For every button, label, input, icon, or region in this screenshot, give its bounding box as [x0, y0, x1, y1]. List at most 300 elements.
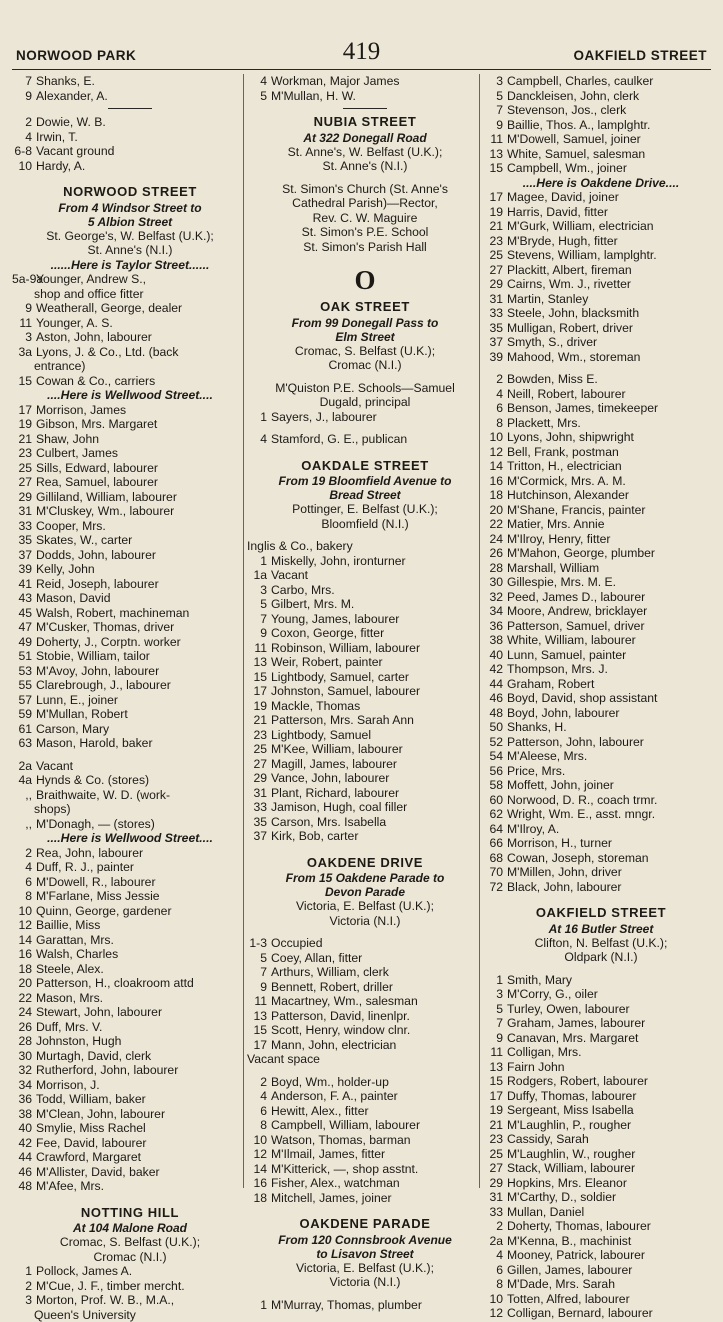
resident-text: Walsh, Charles — [36, 947, 118, 961]
spacer — [247, 928, 483, 936]
resident-text: Plackett, Mrs. — [507, 416, 581, 430]
house-number: 46 — [483, 691, 503, 706]
house-number: 3 — [12, 330, 32, 345]
resident-text: Hynds & Co. (stores) — [36, 773, 149, 787]
house-number: 8 — [483, 416, 503, 431]
directory-entry — [483, 1118, 719, 1133]
directory-entry — [12, 548, 248, 563]
resident-text: Hewitt, Alex., fitter — [271, 1104, 369, 1118]
house-number: 11 — [247, 641, 267, 656]
resident-text: White, Samuel, salesman — [507, 147, 645, 161]
section-rule — [343, 108, 387, 109]
directory-entry — [12, 1121, 248, 1136]
house-number: 8 — [483, 1277, 503, 1292]
directory-entry — [12, 89, 248, 104]
resident-text: Cowan, Joseph, storeman — [507, 851, 649, 865]
resident-text: M'Cormick, Mrs. A. M. — [507, 474, 626, 488]
house-number: 17 — [12, 403, 32, 418]
directory-entry — [483, 677, 719, 692]
street-location: From 19 Bloomfield Avenue to — [247, 474, 483, 488]
resident-text: Colligan, Bernard, labourer — [507, 1306, 653, 1320]
directory-entry — [247, 713, 483, 728]
column-3 — [483, 74, 719, 1321]
house-number: 61 — [12, 722, 32, 737]
directory-entry — [247, 89, 483, 104]
resident-text: Sills, Edward, labourer — [36, 461, 158, 475]
resident-text: Sergeant, Miss Isabella — [507, 1103, 634, 1117]
directory-entry — [247, 1023, 483, 1038]
entry-continuation: Queen's University — [12, 1308, 248, 1322]
resident-text: M'Gurk, William, electrician — [507, 219, 654, 233]
resident-text: Turley, Owen, labourer — [507, 1002, 630, 1016]
directory-entry — [12, 115, 248, 130]
house-number: 10 — [12, 904, 32, 919]
resident-text: Stack, William, labourer — [507, 1161, 635, 1175]
resident-text: M'Ilroy, A. — [507, 822, 559, 836]
resident-text: Jamison, Hugh, coal filler — [271, 800, 407, 814]
house-number: 3 — [247, 583, 267, 598]
house-number: 26 — [12, 1020, 32, 1035]
directory-entry — [483, 1263, 719, 1278]
resident-text: Steele, John, blacksmith — [507, 306, 639, 320]
house-number: 33 — [12, 519, 32, 534]
resident-text: Lightbody, Samuel — [271, 728, 371, 742]
resident-text: M'Corry, G., oiler — [507, 987, 598, 1001]
directory-entry — [12, 591, 248, 606]
ward-line: St. Simon's Parish Hall — [247, 240, 483, 255]
resident-text: M'Dowell, Samuel, joiner — [507, 132, 641, 146]
resident-text: Younger, Andrew S., — [36, 272, 146, 286]
directory-entry — [483, 1060, 719, 1075]
house-number: 59 — [12, 707, 32, 722]
resident-text: Morrison, H., turner — [507, 836, 612, 850]
house-number: 9 — [247, 626, 267, 641]
directory-entry — [12, 664, 248, 679]
house-number: 63 — [12, 736, 32, 751]
column-divider — [479, 74, 480, 1188]
ward-line: Cromac (N.I.) — [247, 358, 483, 373]
directory-entry — [483, 147, 719, 162]
directory-entry — [483, 987, 719, 1002]
directory-entry — [483, 430, 719, 445]
directory-entry — [247, 980, 483, 995]
directory-entry — [483, 474, 719, 489]
directory-entry — [483, 807, 719, 822]
house-number: 19 — [12, 417, 32, 432]
directory-entry — [12, 1063, 248, 1078]
house-number: 14 — [247, 1162, 267, 1177]
house-number: 18 — [483, 488, 503, 503]
street-heading: NOTTING HILL — [12, 1206, 248, 1221]
house-number: 15 — [483, 1074, 503, 1089]
directory-entry — [247, 771, 483, 786]
resident-text: Patterson, John, labourer — [507, 735, 644, 749]
resident-text: Mason, Mrs. — [36, 991, 103, 1005]
resident-text: Gilliland, William, labourer — [36, 490, 177, 504]
directory-entry — [483, 459, 719, 474]
resident-text: Norwood, D. R., coach trmr. — [507, 793, 657, 807]
section-rule — [108, 108, 152, 109]
house-number: 12 — [12, 918, 32, 933]
directory-entry — [12, 490, 248, 505]
house-number: 13 — [483, 147, 503, 162]
directory-entry — [483, 205, 719, 220]
directory-entry — [12, 933, 248, 948]
directory-entry — [483, 1045, 719, 1060]
house-number: 49 — [12, 635, 32, 650]
directory-entry — [483, 1306, 719, 1321]
street-location: Devon Parade — [247, 885, 483, 899]
street-heading: OAKDENE DRIVE — [247, 856, 483, 871]
house-number: 53 — [12, 664, 32, 679]
directory-entry — [483, 778, 719, 793]
house-number: 40 — [483, 648, 503, 663]
house-number: 22 — [483, 517, 503, 532]
resident-text: Peed, James D., labourer — [507, 590, 645, 604]
house-number: 19 — [483, 1103, 503, 1118]
resident-text: Neill, Robert, labourer — [507, 387, 626, 401]
house-number: 11 — [247, 994, 267, 1009]
spacer — [12, 751, 248, 759]
street-heading: NUBIA STREET — [247, 115, 483, 130]
street-location: At 322 Donegall Road — [247, 131, 483, 145]
house-number: 35 — [247, 815, 267, 830]
house-number: 29 — [12, 490, 32, 505]
resident-text: M'Afee, Mrs. — [36, 1179, 104, 1193]
directory-entry — [483, 263, 719, 278]
resident-text: Mooney, Patrick, labourer — [507, 1248, 645, 1262]
resident-text: Smyth, S., driver — [507, 335, 597, 349]
house-number: 9 — [483, 118, 503, 133]
directory-entry — [483, 822, 719, 837]
house-number: 72 — [483, 880, 503, 895]
house-number: 31 — [483, 292, 503, 307]
resident-text: Mackle, Thomas — [271, 699, 360, 713]
house-number: 23 — [483, 1132, 503, 1147]
house-number: 15 — [247, 670, 267, 685]
directory-entry — [483, 973, 719, 988]
directory-entry — [483, 488, 719, 503]
house-number: 30 — [483, 575, 503, 590]
directory-entry — [483, 306, 719, 321]
resident-text: Matier, Mrs. Annie — [507, 517, 605, 531]
house-number: 11 — [483, 1045, 503, 1060]
house-number: 5 — [247, 89, 267, 104]
resident-text: Carson, Mrs. Isabella — [271, 815, 386, 829]
house-number: 33 — [483, 306, 503, 321]
house-number: 56 — [483, 764, 503, 779]
directory-entry — [247, 74, 483, 89]
entry-continuation: shop and office fitter — [12, 287, 248, 302]
directory-entry — [12, 1136, 248, 1151]
resident-text: Boyd, John, labourer — [507, 706, 619, 720]
house-number: 25 — [483, 248, 503, 263]
house-number: 6 — [12, 875, 32, 890]
directory-entry — [483, 234, 719, 249]
house-number: 50 — [483, 720, 503, 735]
resident-text: Morrison, James — [36, 403, 126, 417]
directory-entry — [483, 633, 719, 648]
directory-entry — [483, 851, 719, 866]
house-number: 23 — [247, 728, 267, 743]
resident-text: Quinn, George, gardener — [36, 904, 172, 918]
directory-entry — [247, 554, 483, 569]
resident-text: Weatherall, George, dealer — [36, 301, 182, 315]
resident-text: M'Clean, John, labourer — [36, 1107, 165, 1121]
house-number: 7 — [247, 965, 267, 980]
directory-entry — [12, 330, 248, 345]
resident-text: Crawford, Margaret — [36, 1150, 141, 1164]
resident-text: Coxon, George, fitter — [271, 626, 384, 640]
resident-text: Magee, David, joiner — [507, 190, 619, 204]
directory-entry — [12, 846, 248, 861]
spacer — [483, 965, 719, 973]
house-number: 70 — [483, 865, 503, 880]
resident-text: Tritton, H., electrician — [507, 459, 622, 473]
directory-entry — [483, 1016, 719, 1031]
resident-text: Fisher, Alex., watchman — [271, 1176, 400, 1190]
resident-text: M'Kee, William, labourer — [271, 742, 403, 756]
house-number: 4 — [247, 432, 267, 447]
house-number: 30 — [12, 1049, 32, 1064]
directory-entry — [12, 649, 248, 664]
street-location: From 99 Donegall Pass to — [247, 316, 483, 330]
house-number: 42 — [12, 1136, 32, 1151]
resident-text: Canavan, Mrs. Margaret — [507, 1031, 638, 1045]
house-number: 3 — [483, 987, 503, 1002]
house-number: 17 — [483, 1089, 503, 1104]
house-number: 21 — [247, 713, 267, 728]
house-number: 6 — [483, 401, 503, 416]
directory-entry — [247, 1191, 483, 1206]
house-number: 26 — [483, 546, 503, 561]
house-number: 2 — [483, 1219, 503, 1234]
directory-entry — [483, 219, 719, 234]
directory-entry — [12, 1150, 248, 1165]
house-number: 25 — [483, 1147, 503, 1162]
directory-entry — [483, 1103, 719, 1118]
directory-entry — [247, 1009, 483, 1024]
house-number: 31 — [12, 504, 32, 519]
directory-entry — [12, 577, 248, 592]
directory-entry — [483, 1089, 719, 1104]
house-number: 42 — [483, 662, 503, 677]
resident-text: Gillespie, Mrs. M. E. — [507, 575, 616, 589]
house-number: 55 — [12, 678, 32, 693]
resident-text: Vacant space — [247, 1052, 320, 1066]
house-number: 5a-9a — [12, 272, 32, 287]
resident-text: M'Mullan, Robert — [36, 707, 128, 721]
spacer — [247, 1067, 483, 1075]
resident-text: Vance, John, labourer — [271, 771, 389, 785]
resident-text: Cowan & Co., carriers — [36, 374, 155, 388]
ward-line: Victoria (N.I.) — [247, 914, 483, 929]
page-number: 419 — [0, 38, 723, 66]
resident-text: Johnston, Samuel, labourer — [271, 684, 420, 698]
spacer — [12, 1194, 248, 1202]
resident-text: Plackitt, Albert, fireman — [507, 263, 632, 277]
spacer — [483, 894, 719, 902]
directory-entry — [12, 159, 248, 174]
house-number: 12 — [483, 445, 503, 460]
directory-entry — [12, 461, 248, 476]
directory-entry — [483, 1248, 719, 1263]
directory-entry — [483, 74, 719, 89]
ward-line: Cromac, S. Belfast (U.K.); — [12, 1235, 248, 1250]
directory-entry — [247, 1298, 483, 1313]
directory-entry — [12, 446, 248, 461]
house-number: 9 — [247, 980, 267, 995]
house-number: 27 — [483, 1161, 503, 1176]
house-number: 38 — [12, 1107, 32, 1122]
resident-text: Miskelly, John, ironturner — [271, 554, 406, 568]
house-number: 41 — [12, 577, 32, 592]
house-number: 66 — [483, 836, 503, 851]
column-divider — [243, 74, 244, 1188]
house-number: 17 — [483, 190, 503, 205]
house-number: 45 — [12, 606, 32, 621]
house-number: 10 — [247, 1133, 267, 1148]
house-number: 24 — [12, 1005, 32, 1020]
house-number: 11 — [12, 316, 32, 331]
resident-text: Patterson, Samuel, driver — [507, 619, 645, 633]
house-number: 3a — [12, 345, 32, 360]
resident-text: Boyd, Wm., holder-up — [271, 1075, 389, 1089]
directory-entry — [247, 800, 483, 815]
street-location: Bread Street — [247, 488, 483, 502]
resident-text: Doherty, Thomas, labourer — [507, 1219, 651, 1233]
resident-text: Irwin, T. — [36, 130, 78, 144]
house-number: 5 — [247, 951, 267, 966]
house-number: 12 — [247, 1147, 267, 1162]
house-number: 1-3 — [247, 936, 267, 951]
house-number: 17 — [247, 1038, 267, 1053]
house-number: 37 — [483, 335, 503, 350]
resident-text: Kirk, Bob, carter — [271, 829, 358, 843]
directory-entry — [483, 532, 719, 547]
resident-text: White, William, labourer — [507, 633, 636, 647]
directory-entry — [12, 860, 248, 875]
house-number: 6 — [483, 1263, 503, 1278]
house-number: ,, — [12, 788, 32, 803]
directory-entry — [247, 936, 483, 951]
house-number: 44 — [483, 677, 503, 692]
resident-text: Black, John, labourer — [507, 880, 622, 894]
directory-entry — [247, 815, 483, 830]
directory-entry — [483, 764, 719, 779]
resident-text: Graham, Robert — [507, 677, 594, 691]
house-number: 5 — [247, 597, 267, 612]
resident-text: Lunn, E., joiner — [36, 693, 118, 707]
directory-entry — [12, 759, 248, 774]
directory-entry — [247, 994, 483, 1009]
ward-line: St. Anne's, W. Belfast (U.K.); — [247, 145, 483, 160]
directory-entry — [483, 1002, 719, 1017]
ward-line: Rev. C. W. Maguire — [247, 211, 483, 226]
directory-entry — [12, 991, 248, 1006]
house-number: 4 — [247, 74, 267, 89]
directory-entry — [12, 1092, 248, 1107]
resident-text: Hutchinson, Alexander — [507, 488, 629, 502]
house-number: 2a — [483, 1234, 503, 1249]
directory-entry — [12, 417, 248, 432]
resident-text: Lunn, Samuel, painter — [507, 648, 626, 662]
directory-entry — [12, 504, 248, 519]
directory-entry — [483, 1234, 719, 1249]
house-number: 19 — [247, 699, 267, 714]
ward-line: St. Simon's Church (St. Anne's — [247, 182, 483, 197]
house-number: 52 — [483, 735, 503, 750]
ward-line: St. Anne's (N.I.) — [247, 159, 483, 174]
resident-text: M'Shane, Francis, painter — [507, 503, 645, 517]
street-location: From 120 Connsbrook Avenue — [247, 1233, 483, 1247]
directory-entry — [483, 190, 719, 205]
directory-entry — [12, 773, 248, 788]
house-number: 21 — [12, 432, 32, 447]
resident-text: M'Carthy, D., soldier — [507, 1190, 616, 1204]
directory-entry — [247, 626, 483, 641]
house-number: 31 — [247, 786, 267, 801]
resident-text: Todd, William, baker — [36, 1092, 146, 1106]
directory-entry — [12, 1279, 248, 1294]
resident-text: Skates, W., carter — [36, 533, 132, 547]
house-number: 27 — [12, 475, 32, 490]
ward-line: Clifton, N. Belfast (U.K.); — [483, 936, 719, 951]
spacer — [247, 531, 483, 539]
resident-text: Pollock, James A. — [36, 1264, 132, 1278]
directory-entry — [247, 742, 483, 757]
house-number: 4 — [247, 1089, 267, 1104]
directory-entry — [247, 1075, 483, 1090]
resident-text: Gillen, James, labourer — [507, 1263, 632, 1277]
house-number: 32 — [12, 1063, 32, 1078]
resident-text: M'Bryde, Hugh, fitter — [507, 234, 618, 248]
house-number: 14 — [483, 459, 503, 474]
resident-text: M'Mullan, H. W. — [271, 89, 356, 103]
resident-text: Cassidy, Sarah — [507, 1132, 589, 1146]
resident-text: Benson, James, timekeeper — [507, 401, 658, 415]
street-location: At 16 Butler Street — [483, 922, 719, 936]
resident-text: Dodds, John, labourer — [36, 548, 156, 562]
resident-text: Workman, Major James — [271, 74, 399, 88]
spacer — [247, 844, 483, 852]
house-number: 62 — [483, 807, 503, 822]
resident-text: Gilbert, Mrs. M. — [271, 597, 354, 611]
house-number: 1a — [247, 568, 267, 583]
directory-entry — [483, 1074, 719, 1089]
directory-entry — [12, 707, 248, 722]
directory-entry — [483, 372, 719, 387]
resident-text: Mason, Harold, baker — [36, 736, 153, 750]
resident-text: Patterson, David, linenlpr. — [271, 1009, 410, 1023]
house-number: 35 — [483, 321, 503, 336]
directory-entry — [483, 321, 719, 336]
ward-line: Dugald, principal — [247, 395, 483, 410]
directory-entry — [12, 693, 248, 708]
directory-entry — [12, 1049, 248, 1064]
resident-text: M'Kenna, B., machinist — [507, 1234, 631, 1248]
ward-line: St. Simon's P.E. School — [247, 225, 483, 240]
resident-text: Watson, Thomas, barman — [271, 1133, 411, 1147]
directory-entry — [12, 817, 248, 832]
resident-text: Doherty, J., Corptn. worker — [36, 635, 181, 649]
spacer — [247, 254, 483, 262]
house-number: 48 — [12, 1179, 32, 1194]
house-number: 2 — [12, 115, 32, 130]
house-number: 24 — [483, 532, 503, 547]
directory-entry — [12, 1020, 248, 1035]
resident-text: Patterson, H., cloakroom attd — [36, 976, 194, 990]
